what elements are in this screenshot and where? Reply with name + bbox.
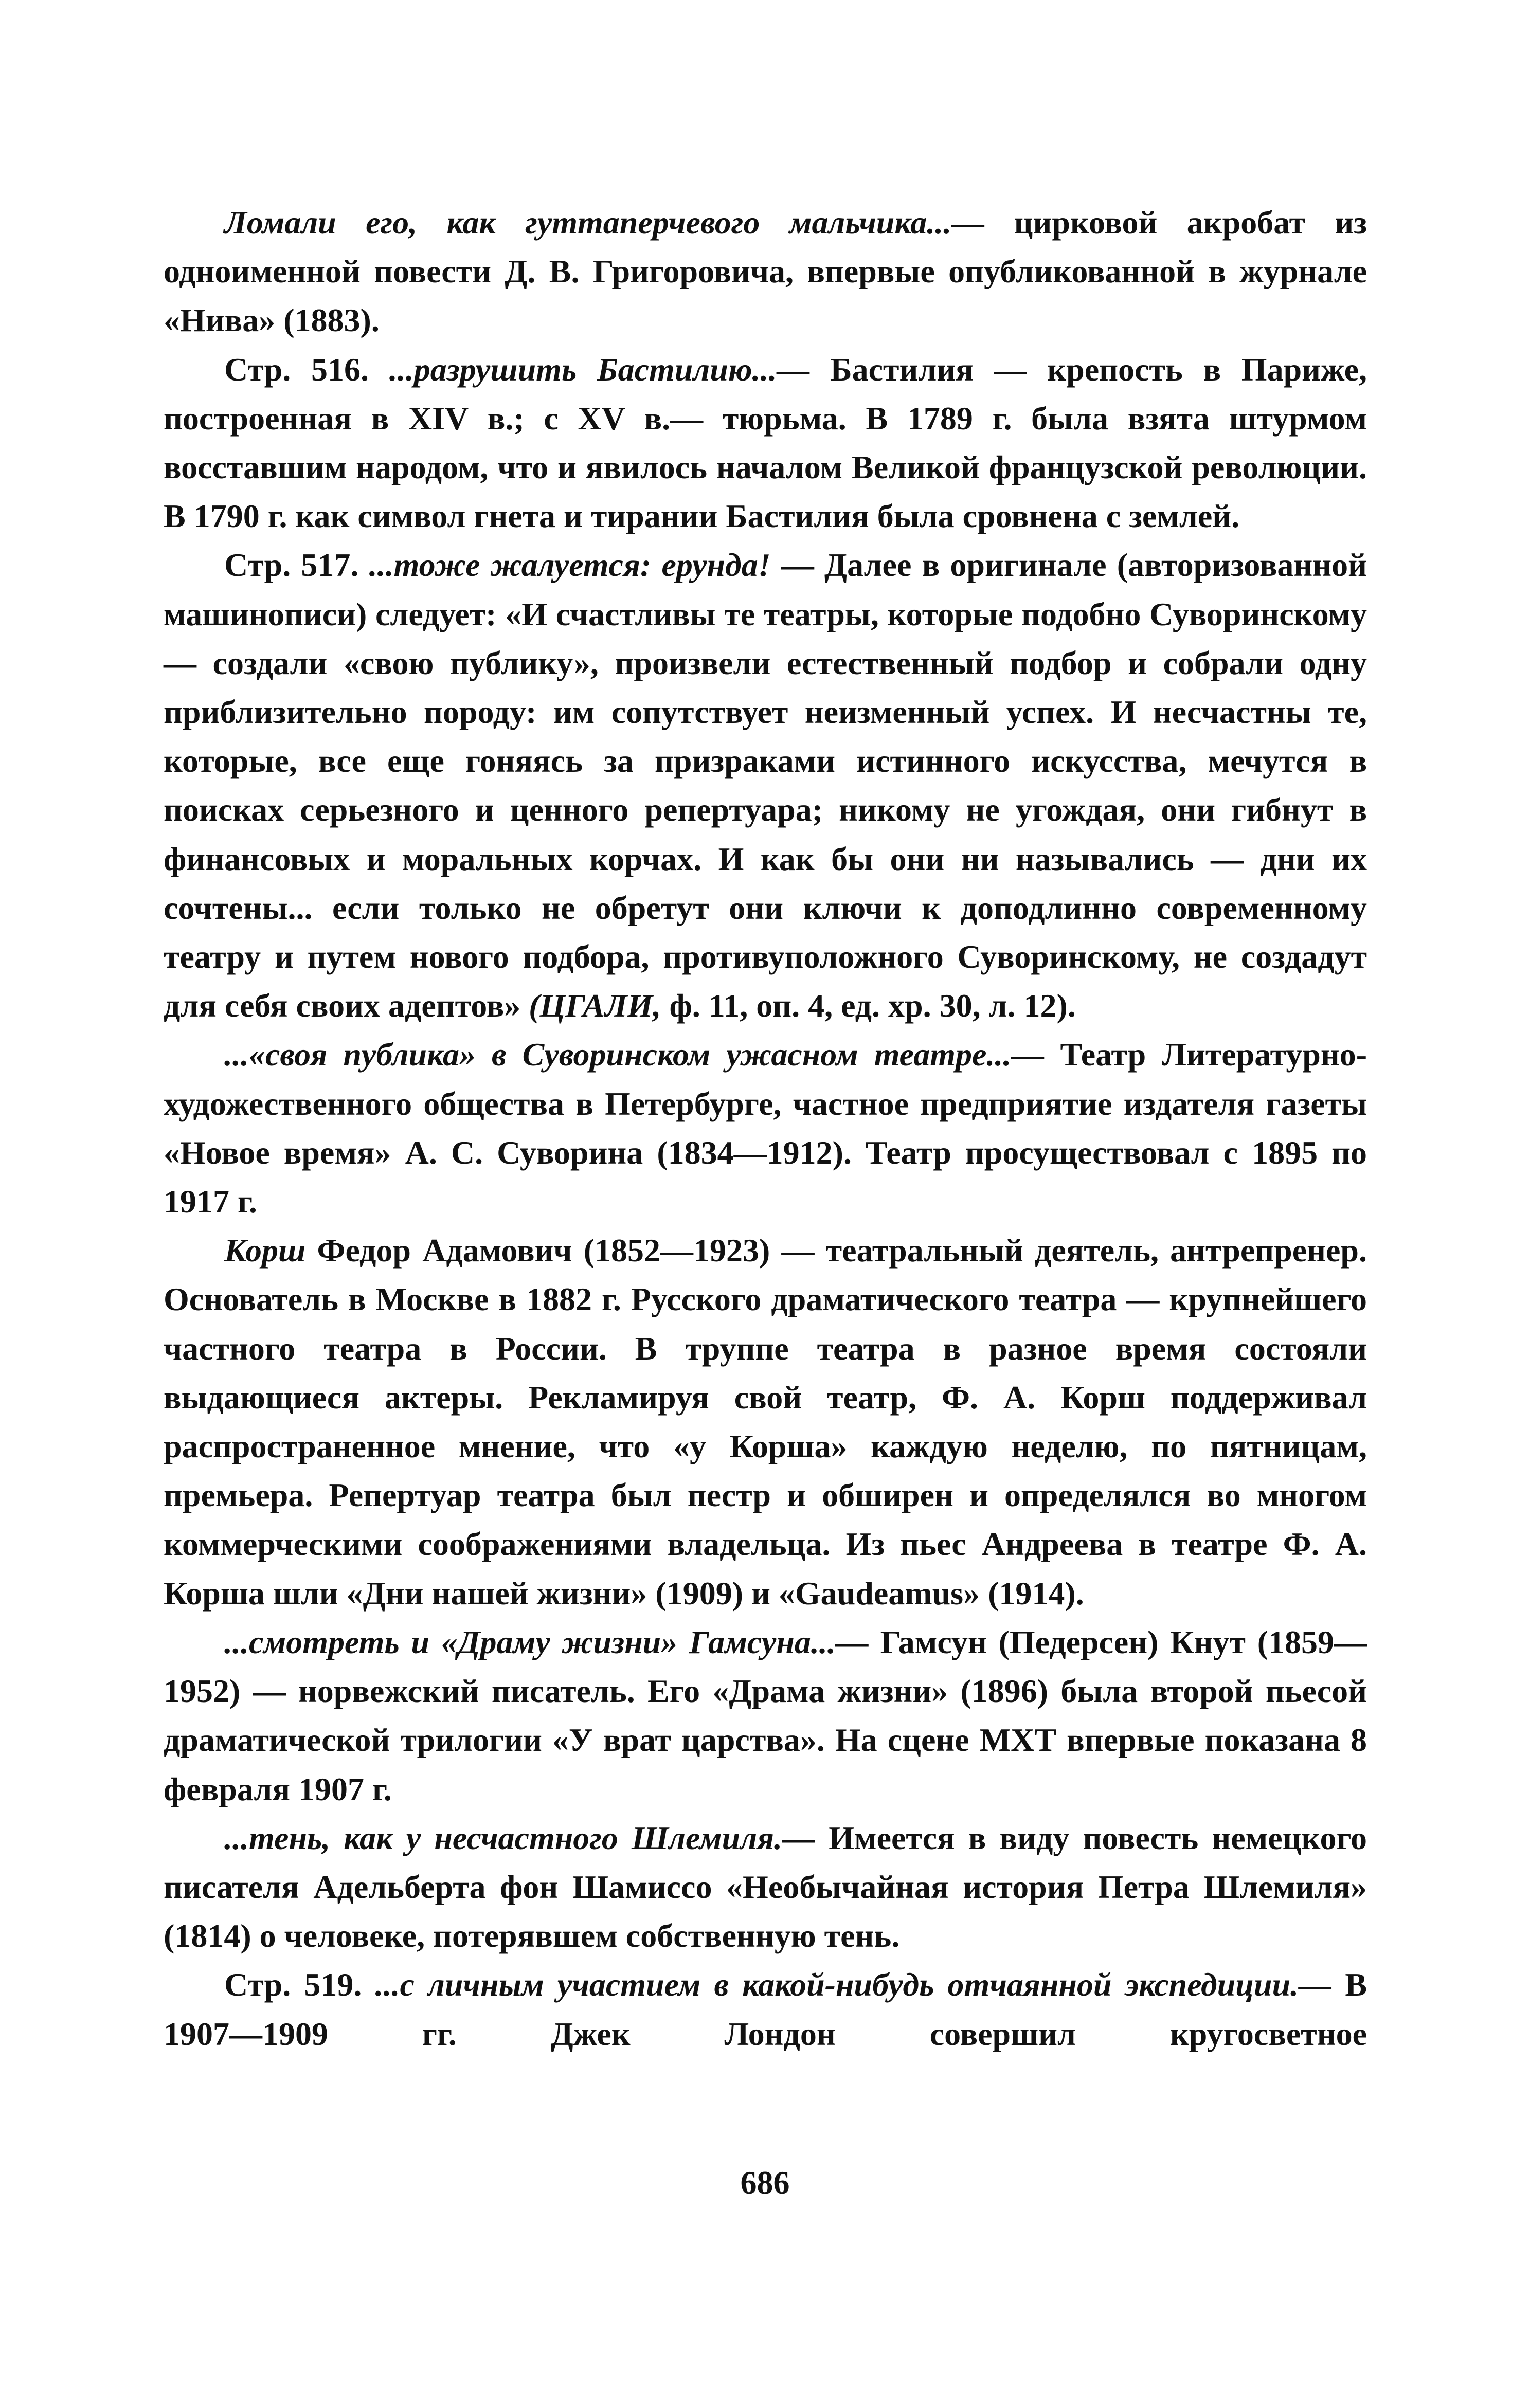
- archive-abbreviation: (ЦГАЛИ,: [529, 987, 670, 1024]
- note-text: Театр Литературно-художественного общества в Петербурге, частное предприятие издателя газеты «Новое время» А. С. Суворина (1834—1912). Театр просуществовал с 1895 по 1917 г.: [164, 1036, 1367, 1220]
- note-text: Имеется в виду повесть немецкого писателя Адельберта фон Шамиссо «Необычайная история Петра Шлемиля» (1814) о человеке, потерявшем собственную тень.: [164, 1819, 1367, 1954]
- note-lemma: ...разрушить Бастилию...—: [389, 351, 831, 388]
- note-paragraph-3: [164, 540, 1367, 1030]
- archive-reference: ф. 11, оп. 4, ед. хр. 30, л. 12).: [669, 987, 1076, 1024]
- note-paragraph-8: [164, 1960, 1367, 2058]
- note-lemma: Корш: [224, 1232, 317, 1269]
- note-text: В 1907—1909 гг. Джек Лондон совершил кругосветное: [164, 1966, 1367, 2052]
- note-text: Федор Адамович (1852—1923) — театральный деятель, антрепренер. Основатель в Москве в 1882 г. Русского драматического театра — крупнейшего частного театра в России. В труппе театра в разное время состояли выдающиеся актеры. Рекламируя свой театр, Ф. А. Корш поддерживал распространенное мнение, что «у Корша» каждую неделю, по пятницам, премьера. Репертуар театра был пестр и обширен и определялся во многом коммерческими соображениями владельца. Из пьес Андреева в театре Ф. А. Корша шли «Дни нашей жизни» (1909) и «Gaudeamus» (1914).: [164, 1232, 1367, 1612]
- note-text: цирковой акробат из одноименной повести Д. В. Григоровича, впервые опубликованной в журнале «Нива» (1883).: [164, 204, 1367, 339]
- note-paragraph-5: [164, 1226, 1367, 1618]
- note-lemma: Ломали его, как гуттаперчевого мальчика...—: [224, 204, 1014, 241]
- note-paragraph-7: [164, 1814, 1367, 1961]
- note-lemma: ...тоже жалуется: ерунда!: [369, 547, 781, 584]
- page-reference: Стр. 517.: [224, 547, 369, 584]
- note-lemma: ...с личным участием в какой-нибудь отчаянной экспедиции.—: [375, 1966, 1345, 2003]
- note-paragraph-2: [164, 345, 1367, 541]
- page-reference: Стр. 516.: [224, 351, 389, 388]
- page-number: 686: [740, 2164, 790, 2201]
- note-lemma: ...тень, как у несчастного Шлемиля.—: [224, 1819, 829, 1856]
- note-paragraph-4: [164, 1030, 1367, 1226]
- note-text: Гамсун (Педерсен) Кнут (1859—1952) — норвежский писатель. Его «Драма жизни» (1896) была второй пьесой драматической трилогии «У врат царства». На сцене МХТ впервые показана 8 февраля 1907 г.: [164, 1623, 1367, 1807]
- note-text: — Далее в оригинале (авторизованной машинописи) следует: «И счастливы те театры, которые подобно Суворинскому — создали «свою публику», произвели естественный подбор и собрали одну приблизительно породу: им сопутствует неизменный успех. И несчастны те, которые, все еще гоняясь за призраками истинного искусства, мечутся в поисках серьезного и ценного репертуара; никому не угождая, они гибнут в финансовых и моральных корчах. И как бы они ни назывались — дни их сочтены... если только не обретут они ключи к доподлинно современному театру и путем нового подбора, противуположного Суворинскому, не создадут для себя своих адептов»: [164, 547, 1367, 1024]
- note-paragraph-1: [164, 198, 1367, 345]
- note-paragraph-6: [164, 1618, 1367, 1814]
- note-text: Бастилия — крепость в Париже, построенная в XIV в.; с XV в.— тюрьма. В 1789 г. была взята штурмом восставшим народом, что и явилось началом Великой французской революции. В 1790 г. как символ гнета и тирании Бастилия была сровнена с землей.: [164, 351, 1367, 535]
- page-body: [164, 198, 1367, 2058]
- note-lemma: ...«своя публика» в Суворинском ужасном театре...—: [224, 1036, 1060, 1073]
- note-lemma: ...смотреть и «Драму жизни» Гамсуна...—: [224, 1623, 880, 1660]
- page-reference: Стр. 519.: [224, 1966, 375, 2003]
